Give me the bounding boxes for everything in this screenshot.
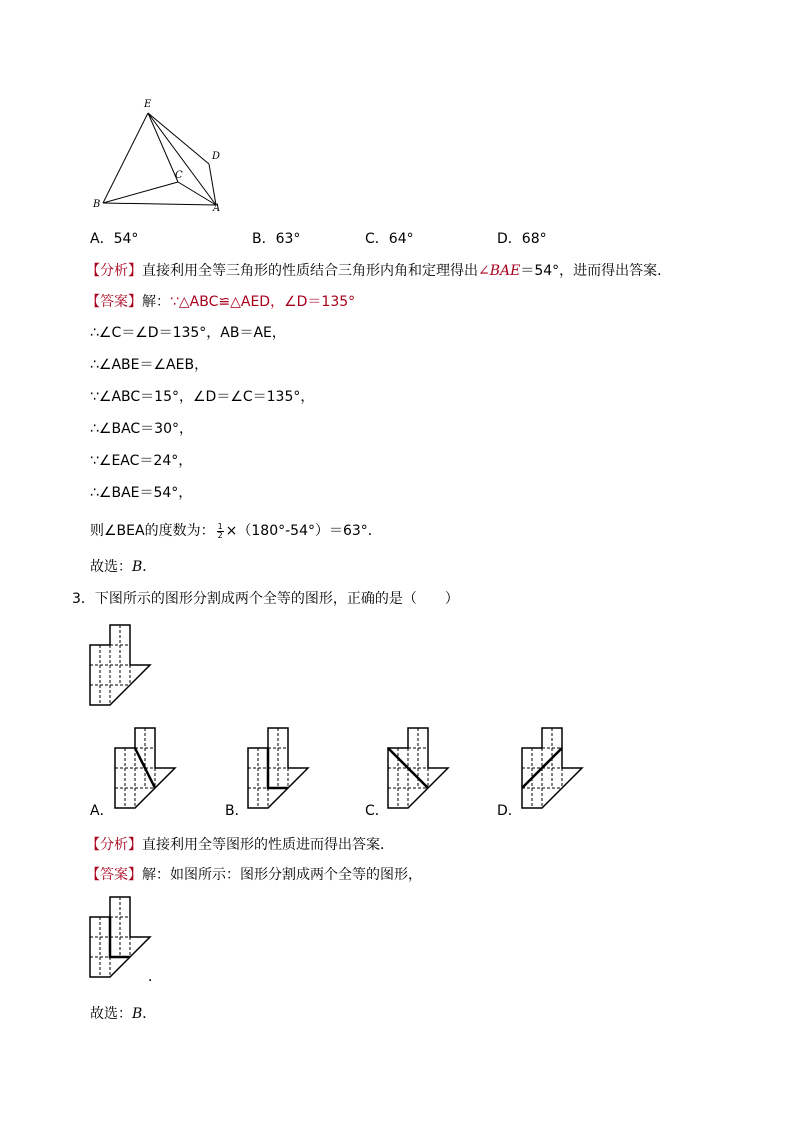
q2-answer: 【答案】解：∵△ABC≌△AED，∠D＝135° [86, 294, 356, 310]
q2-option-a[interactable]: A．54° [90, 231, 139, 247]
q2-step-6: ∴∠BAE＝54°， [90, 485, 193, 501]
q2-step-1: ∴∠C＝∠D＝135°，AB＝AE， [90, 325, 286, 341]
q3-option-d[interactable]: D． [497, 803, 522, 819]
q2-choose: 故选：B． [90, 559, 157, 575]
q2-analysis: 【分析】直接利用全等三角形的性质结合三角形内角和定理得出∠BAE＝54°，进而得出答案． [86, 263, 672, 279]
q2-step-2: ∴∠ABE＝∠AEB， [90, 357, 209, 373]
q2-option-c[interactable]: C．64° [365, 231, 414, 247]
label-B: B [93, 199, 101, 210]
q3-choose: 故选：B． [90, 1006, 157, 1022]
fraction-one-half: $\frac{1}{2}$ [217, 521, 223, 540]
q3-answer: 【答案】解：如图所示：图形分割成两个全等的图形， [86, 867, 422, 883]
q2-option-b[interactable]: B．63° [252, 231, 301, 247]
label-E: E [144, 99, 152, 110]
analysis-tag: 【分析】 [86, 263, 142, 279]
q2-step-5: ∵∠EAC＝24°， [90, 453, 193, 469]
analysis-tag: 【分析】 [86, 837, 142, 853]
q3-analysis: 【分析】直接利用全等图形的性质进而得出答案． [86, 837, 394, 853]
q3-option-c[interactable]: C． [365, 803, 389, 819]
q2-option-d[interactable]: D．68° [497, 231, 547, 247]
q3-option-a[interactable]: A． [90, 803, 114, 819]
answer-tag: 【答案】 [86, 867, 142, 883]
q2-step-3: ∵∠ABC＝15°，∠D＝∠C＝135°， [90, 389, 315, 405]
q3-option-b[interactable]: B． [225, 803, 249, 819]
label-C: C [175, 170, 183, 181]
q3-question: 3．下图所示的图形分割成两个全等的图形，正确的是（ ） [72, 591, 459, 607]
q3-answer-period: ． [148, 969, 162, 985]
label-A: A [213, 203, 221, 214]
label-D: D [212, 151, 221, 162]
q2-final: 则∠BEA的度数为： $\frac{1}{2}$ ×（180°-54°）＝63°． [90, 521, 382, 540]
q2-step-4: ∴∠BAC＝30°， [90, 421, 193, 437]
answer-tag: 【答案】 [86, 294, 142, 310]
